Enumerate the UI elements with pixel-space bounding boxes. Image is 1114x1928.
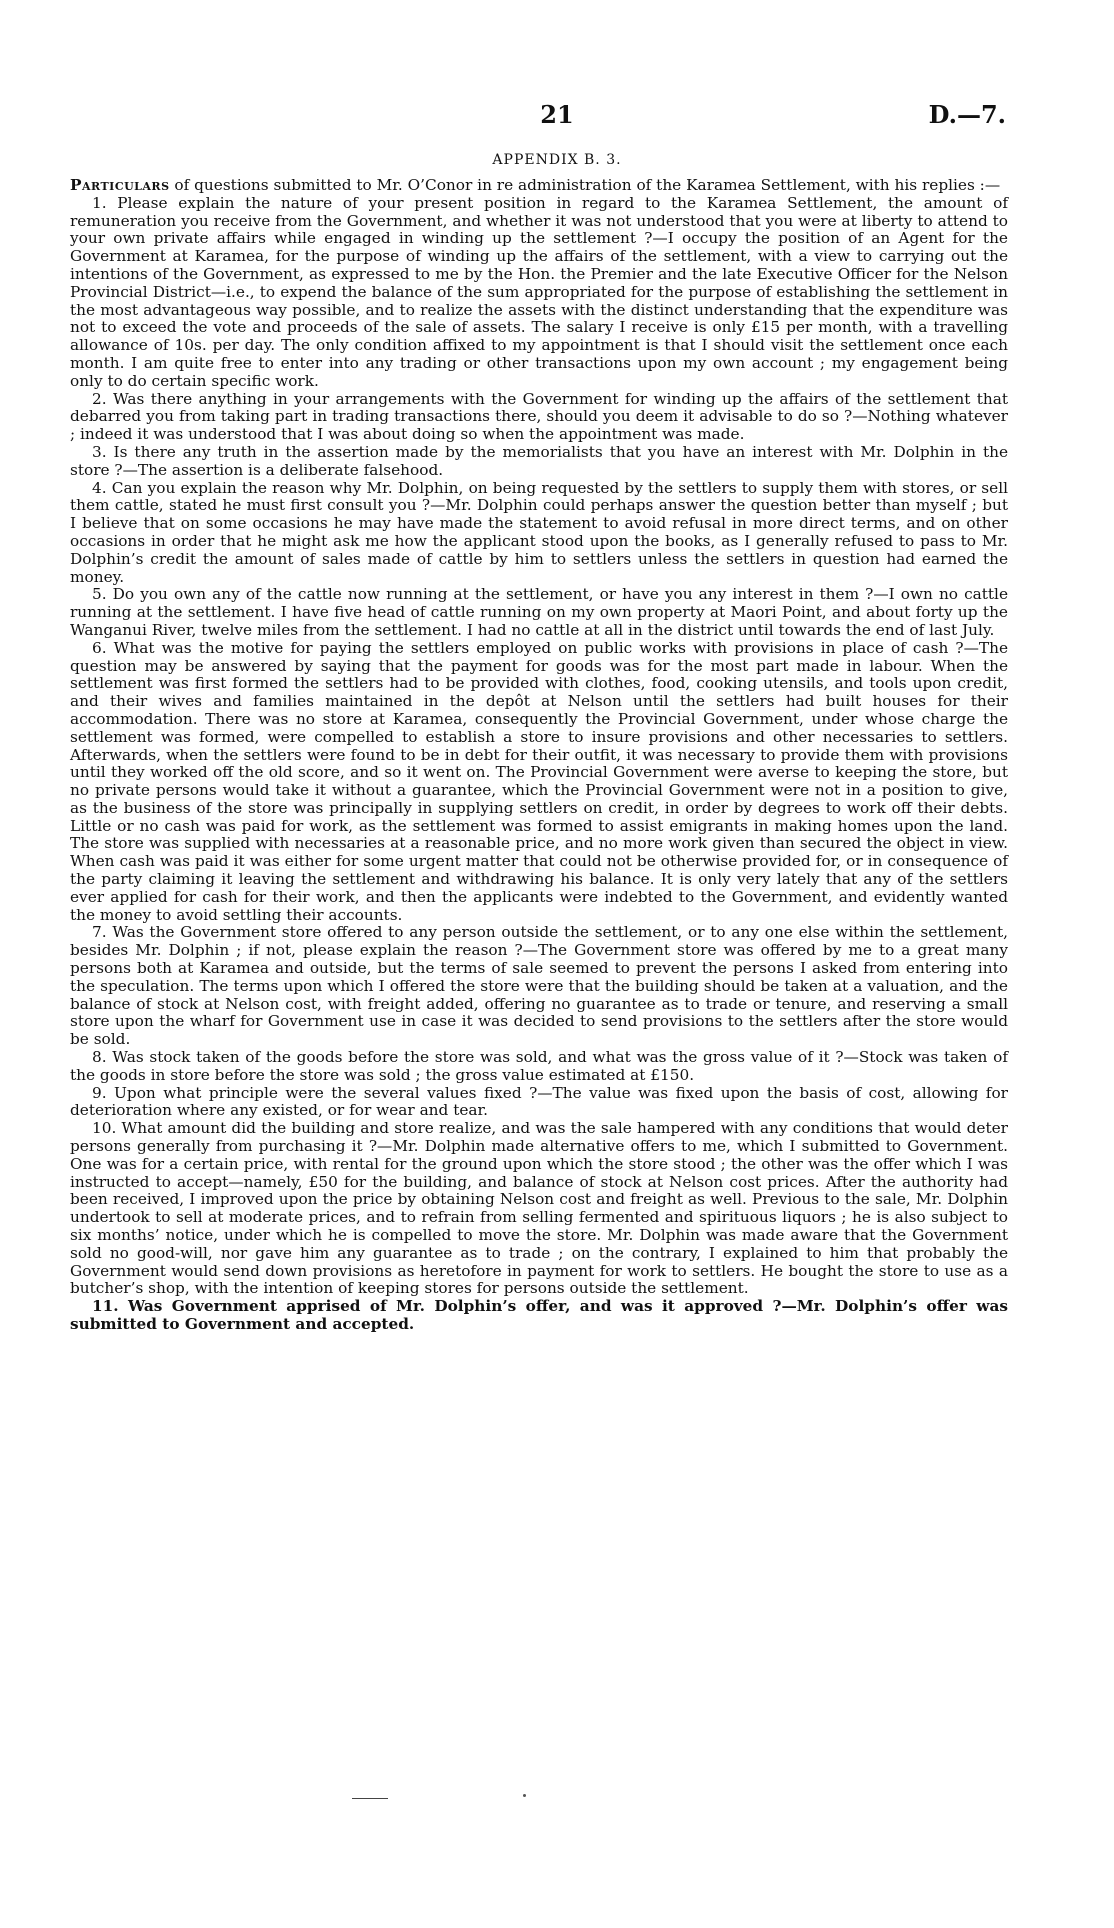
question-answer-8: 8. Was stock taken of the goods before the store was sold, and what was the gross value of it ?—Stock was taken of the goods in store before the store was sold ; the gross value estimated at £150. xyxy=(70,1048,1008,1084)
intro-text: of questions submitted to Mr. O’Conor in re administration of the Karamea Settlement, with his replies :— xyxy=(169,176,1001,194)
footer-rule xyxy=(352,1798,388,1799)
appendix-heading: APPENDIX B. 3. xyxy=(492,152,622,168)
question-answer-3: 3. Is there any truth in the assertion made by the memorialists that you have an interest with Mr. Dolphin in the store ?—The assertion is a deliberate falsehood. xyxy=(70,442,1008,479)
question-answer-7: 7. Was the Government store offered to any person outside the settlement, or to any one else within the settlement, besides Mr. Dolphin ; if not, please explain the reason ?—The Government store was offered by me to a great many persons both at Karamea and outside, but the terms of sale seemed to prevent the persons I asked from entering into the speculation. The terms upon which I offered the store were that the building should be taken at a valuation, and the balance of stock at Nelson cost, with freight added, offering no guarantee as to trade or tenure, and reserving a small store upon the wharf for Government use in case it was decided to send provisions to the settlers after the store would be sold. xyxy=(70,923,1008,1049)
question-answer-2: 2. Was there anything in your arrangements with the Government for winding up the affairs of the settlement that debarred you from taking part in trading transactions there, should you deem it advisable to do so ?—Nothing whatever ; indeed it was understood that I was about doing so when the appointment was made. xyxy=(70,389,1008,444)
page-number: 21 xyxy=(540,100,574,129)
question-answer-11: 11. Was Government apprised of Mr. Dolphin’s offer, and was it approved ?—Mr. Dolphin’s offer was submitted to Government and accepted. xyxy=(70,1297,1008,1333)
question-answer-1: 1. Please explain the nature of your present position in regard to the Karamea Settlement, the amount of remuneration you receive from the Government, and whether it was not understood that you were at liberty to attend to your own private affairs while engaged in winding up the settlement ?—I occupy the position of an Agent for the Government at Karamea, for the purpose of winding up the affairs of the settlement, with a view to carrying out the intentions of the Government, as expressed to me by the Hon. the Premier and the late Executive Officer for the Nelson Provincial District—i.e., to expend the balance of the sum appropriated for the purpose of establishing the settlement in the most advantageous way possible, and to realize the assets with the distinct understanding that the expenditure was not to exceed the vote and proceeds of the sale of assets. The salary I receive is only £15 per month, with a travelling allowance of 10s. per day. The only condition affixed to my appointment is that I should visit the settlement once each month. I am quite free to enter into any trading or other transactions upon my own account ; my engagement being only to do certain specific work. xyxy=(70,193,1008,390)
document-code: D.—7. xyxy=(928,100,1006,129)
question-answer-4: 4. Can you explain the reason why Mr. Dolphin, on being requested by the settlers to supply them with stores, or sell them cattle, stated he must first consult you ?—Mr. Dolphin could perhaps answer the question better than myself ; but I believe that on some occasions he may have made the statement to avoid refusal in more direct terms, and on other occasions in order that he might ask me how the applicant stood upon the books, as I generally refused to pass to Mr. Dolphin’s credit the amount of sales made of cattle by him to settlers unless the settlers in question had earned the money. xyxy=(70,478,1008,586)
question-answer-10: 10. What amount did the building and store realize, and was the sale hampered with any conditions that would deter persons generally from purchasing it ?—Mr. Dolphin made alternative offers to me, which I submitted to Government. One was for a certain price, with rental for the ground upon which the store stood ; the other was the offer which I was instructed to accept—namely, £50 for the building, and balance of stock at Nelson cost prices. After the authority had been received, I improved upon the price by obtaining Nelson cost and freight as well. Previous to the sale, Mr. Dolphin undertook to sell at moderate prices, and to refrain from selling fermented and spirituous liquors ; he is also subject to six months’ notice, under which he is compelled to move the store. Mr. Dolphin was made aware that the Government sold no good-will, nor gave him any guarantee as to trade ; on the contrary, I explained to him that probably the Government would send down provisions as heretofore in payment for work to settlers. He bought the store to use as a butcher’s shop, with the intention of keeping stores for persons outside the settlement. xyxy=(70,1119,1008,1298)
question-answer-9: 9. Upon what principle were the several values fixed ?—The value was fixed upon the basis of cost, allowing for deterioration where any existed, or for wear and tear. xyxy=(70,1083,1008,1120)
footer-mark xyxy=(523,1794,526,1797)
question-answer-6: 6. What was the motive for paying the settlers employed on public works with provisions in place of cash ?—The question may be answered by saying that the payment for goods was for the most part made in labour. When the settlement was first formed the settlers had to be provided with clothes, food, cooking utensils, and tools upon credit, and their wives and families maintained in the depôt at Nelson until the settlers had built houses for their accommodation. There was no store at Karamea, consequently the Provincial Government, under whose charge the settlement was formed, were compelled to establish a store to insure provisions and other necessaries to settlers. Afterwards, when the settlers were found to be in debt for their outfit, it was necessary to provide them with provisions until they worked off the old score, and so it went on. The Provincial Government were averse to keeping the store, but no private persons would take it without a guarantee, which the Provincial Government were not in a position to give, as the business of the store was principally in supplying settlers on credit, in order by degrees to work off their debts. Little or no cash was paid for work, as the settlement was formed to assist emigrants in making homes upon the land. The store was supplied with necessaries at a reasonable price, and no more work given than secured the object in view. When cash was paid it was either for some urgent matter that could not be otherwise provided for, or in consequence of the party claiming it leaving the settlement and withdrawing his balance. It is only very lately that any of the settlers ever applied for cash for their work, and then the applicants were indebted to the Government, and evidently wanted the money to avoid settling their accounts. xyxy=(70,638,1008,924)
intro-lead-word: Particulars xyxy=(70,176,170,194)
document-body xyxy=(70,177,1008,1334)
intro-paragraph xyxy=(70,177,1008,195)
question-answer-5: 5. Do you own any of the cattle now running at the settlement, or have you any interest in them ?—I own no cattle running at the settlement. I have five head of cattle running on my own property at Maori Point, and about forty up the Wanganui River, twelve miles from the settlement. I had no cattle at all in the district until towards the end of last July. xyxy=(70,585,1008,639)
